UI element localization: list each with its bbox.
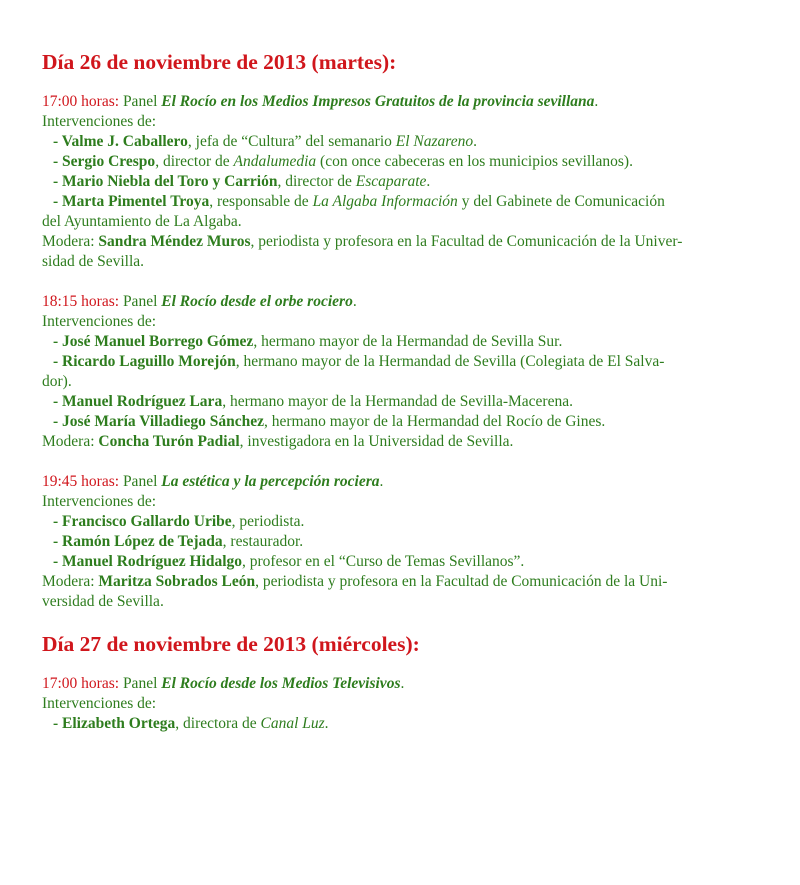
speaker-role-end: . [324,715,329,732]
panel-time: 19:45 horas: [42,473,120,490]
speaker-outlet: Canal Luz [260,715,325,732]
speaker-line [42,172,762,192]
panel-time: 18:15 horas: [42,293,120,310]
speaker-name: - Marta Pimentel Troya [53,193,210,210]
speaker-role-end: (con once cabeceras en los municipios sevillanos). [316,153,633,170]
panel-label: Panel [119,293,162,310]
intervenciones-label: Intervenciones de: [42,313,157,330]
panel-heading [42,292,762,312]
modera-label: Modera: [42,433,99,450]
panel-title: El Rocío desde los Medios Televisivos [161,675,401,692]
speaker-line [42,412,762,432]
speaker-role: , director de [277,173,356,190]
speaker-name: - Elizabeth Ortega [53,715,176,732]
speaker-line [42,532,762,552]
speaker-continuation: dor). [42,373,72,390]
modera-label: Modera: [42,573,99,590]
speaker-role-end: . [473,133,478,150]
panel-end: . [352,293,357,310]
speaker-line [42,552,762,572]
panel-end: . [400,675,405,692]
speaker-role: , restaurador. [222,533,304,550]
speaker-role: , responsable de [209,193,313,210]
moderator-name: Maritza Sobrados León [98,573,256,590]
moderator-role: , periodista y profesora en la Facultad de Comunicación de la Uni- [255,573,668,590]
speaker-role-end: y del Gabinete de Comunicación [457,193,665,210]
speaker-name: - Ramón López de Tejada [53,533,223,550]
panel-end: . [594,93,599,110]
modera-line [42,572,762,592]
speaker-name: - Sergio Crespo [53,153,156,170]
intervenciones-label: Intervenciones de: [42,695,157,712]
speaker-role: , director de [155,153,234,170]
panel-label: Panel [119,675,162,692]
panel-end: . [379,473,384,490]
speaker-line [42,512,762,532]
speaker-name: - Manuel Rodríguez Hidalgo [53,553,243,570]
speaker-outlet: Andalumedia [233,153,317,170]
speaker-line [42,352,762,372]
speaker-role: , jefa de “Cultura” del semanario [187,133,396,150]
speaker-role-end: . [426,173,431,190]
panel-label: Panel [119,473,162,490]
speaker-line [42,192,762,212]
intervenciones-label: Intervenciones de: [42,493,157,510]
speaker-outlet: Escaparate [355,173,427,190]
panel-label: Panel [119,93,162,110]
modera-continuation: versidad de Sevilla. [42,593,164,610]
panel-heading [42,472,762,492]
speaker-name: - Ricardo Laguillo Morejón [53,353,236,370]
speaker-role: , hermano mayor de la Hermandad del Rocío de Gines. [263,413,606,430]
panel-time: 17:00 horas: [42,93,120,110]
speaker-line [42,152,762,172]
panel-heading [42,92,762,112]
modera-continuation: sidad de Sevilla. [42,253,145,270]
speaker-role: , profesor en el “Curso de Temas Sevillanos”. [242,553,525,570]
panel-time: 17:00 horas: [42,675,120,692]
speaker-name: - José María Villadiego Sánchez [53,413,264,430]
program-page [42,48,762,734]
modera-line [42,232,762,252]
day-2-title: Día 27 de noviembre de 2013 (miércoles): [42,632,420,656]
panel-4 [42,674,762,734]
moderator-role: , investigadora en la Universidad de Sevilla. [239,433,514,450]
speaker-line [42,332,762,352]
speaker-role: , hermano mayor de la Hermandad de Sevilla-Macerena. [222,393,573,410]
panel-3 [42,472,762,612]
panel-2 [42,292,762,452]
moderator-name: Concha Turón Padial [98,433,240,450]
speaker-line [42,392,762,412]
panel-1 [42,92,762,272]
speaker-role: , periodista. [231,513,305,530]
speaker-name: - José Manuel Borrego Gómez [53,333,254,350]
moderator-role: , periodista y profesora en la Facultad de Comunicación de la Univer- [250,233,683,250]
panel-title: El Rocío en los Medios Impresos Gratuitos de la provincia sevillana [161,93,595,110]
speaker-outlet: El Nazareno [395,133,474,150]
speaker-name: - Valme J. Caballero [53,133,188,150]
panel-title: El Rocío desde el orbe rociero [161,293,353,310]
speaker-name: - Manuel Rodríguez Lara [53,393,223,410]
panel-heading [42,674,762,694]
speaker-line [42,132,762,152]
speaker-continuation: del Ayuntamiento de La Algaba. [42,213,242,230]
day-1-title: Día 26 de noviembre de 2013 (martes): [42,50,397,74]
speaker-line [42,714,762,734]
speaker-outlet: La Algaba Información [312,193,458,210]
speaker-role: , hermano mayor de la Hermandad de Sevilla (Colegiata de El Salva- [235,353,665,370]
panel-title: La estética y la percepción rociera [161,473,380,490]
intervenciones-label: Intervenciones de: [42,113,157,130]
speaker-name: - Francisco Gallardo Uribe [53,513,232,530]
speaker-name: - Mario Niebla del Toro y Carrión [53,173,278,190]
speaker-role: , directora de [175,715,261,732]
modera-label: Modera: [42,233,99,250]
modera-line [42,432,762,452]
moderator-name: Sandra Méndez Muros [98,233,251,250]
speaker-role: , hermano mayor de la Hermandad de Sevilla Sur. [253,333,563,350]
